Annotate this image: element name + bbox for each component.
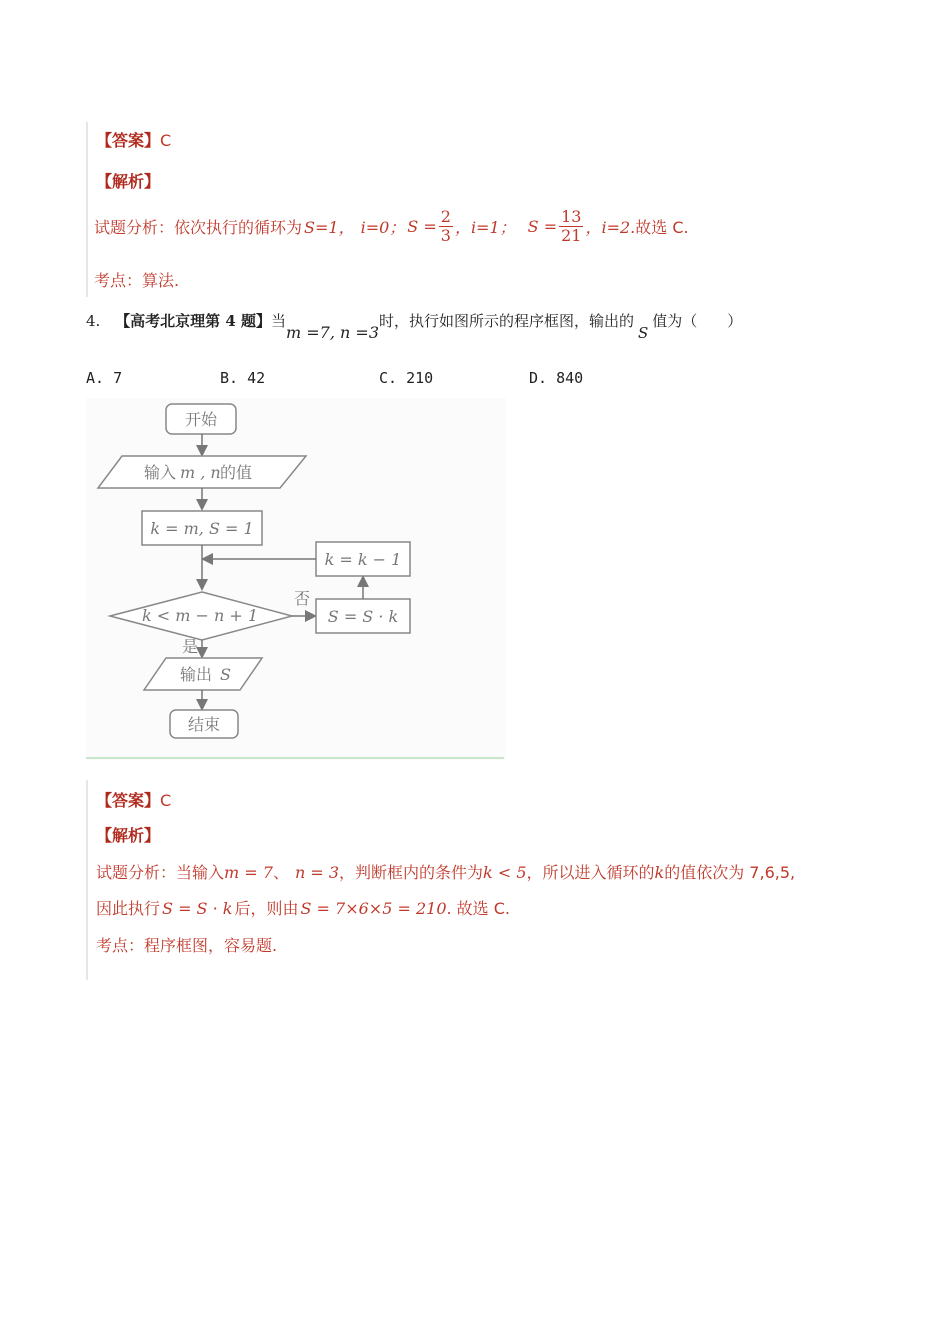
yes-label: 是	[182, 637, 199, 656]
analysis-2b-text: ，判断框内的条件为	[339, 863, 484, 882]
step-i3: ，i=2.	[585, 217, 636, 237]
output-var: S	[220, 665, 231, 684]
option-d[interactable]: D. 840	[529, 369, 584, 387]
option-a[interactable]: A. 7	[86, 369, 123, 387]
input-n: n = 3	[294, 863, 340, 882]
analysis-label-2: 【解析】	[96, 826, 161, 845]
fraction-2-3: $\frac{2}{3}$	[440, 206, 451, 245]
input-prefix: 输入	[144, 463, 177, 482]
question-text-c: 值为（ ）	[652, 312, 743, 330]
analysis-text-1	[94, 202, 689, 250]
answer-block-2	[86, 780, 818, 980]
question-4	[86, 310, 846, 344]
topic-1: 考点：算法.	[94, 271, 180, 290]
analysis-label: 【解析】	[96, 172, 161, 191]
step-s3-lhs: S =	[527, 216, 558, 236]
analysis-2f-text: 后，则由	[234, 899, 299, 918]
analysis-2d-text: 的值依次为 7,6,5,	[664, 863, 796, 882]
question-text-b: 时，执行如图所示的程序框图，输出的	[379, 312, 635, 330]
conclusion-2: . 故选 C.	[446, 899, 511, 918]
output-prefix: 输出	[180, 665, 213, 684]
answer-block-1	[86, 122, 708, 297]
step-s1: S=1，	[304, 217, 355, 237]
analysis-prefix: 试题分析：依次执行的循环为	[94, 217, 303, 237]
decrement-label: k = k − 1	[324, 550, 402, 569]
analysis-2c-text: ，所以进入循环的	[526, 863, 655, 882]
analysis-2e-text: 因此执行	[96, 899, 161, 918]
conclusion: 故选 C.	[635, 217, 689, 237]
fraction-13-21: $\frac{13}{21}$	[561, 206, 582, 245]
condition-label: k < m − n + 1	[141, 606, 259, 625]
end-label: 结束	[187, 715, 221, 734]
question-var: S	[638, 324, 649, 342]
multiply-expr: S = S · k	[162, 899, 233, 918]
question-source: 【高考北京理第 4 题】	[115, 312, 271, 330]
step-i2: ，i=1；	[454, 217, 516, 237]
answer-line-2	[96, 788, 171, 811]
start-label: 开始	[184, 410, 218, 429]
flowchart-background	[86, 398, 506, 760]
option-c[interactable]: C. 210	[379, 369, 434, 387]
analysis-line-2b	[96, 896, 510, 919]
step-s2-lhs: S =	[407, 216, 437, 236]
init-label: k = m, S = 1	[150, 519, 254, 538]
var-k: k	[654, 863, 665, 882]
input-suffix: 的值	[220, 463, 253, 482]
answer-label: 【答案】	[96, 131, 161, 150]
analysis-heading-2	[96, 823, 160, 846]
condition-expr: k < 5	[483, 863, 527, 882]
input-vars: m , n	[180, 463, 221, 482]
answer-value-2: C	[160, 791, 172, 810]
step-i1: i=0；	[360, 217, 406, 237]
option-b[interactable]: B. 42	[220, 369, 266, 387]
analysis-2a-text: 试题分析：当输入	[96, 863, 225, 882]
input-m: m = 7	[224, 863, 273, 882]
question-text-a: 当	[270, 312, 286, 330]
flowchart	[86, 398, 506, 760]
topic-2: 考点：程序框图，容易题.	[96, 936, 278, 955]
analysis-heading-1	[96, 169, 160, 192]
multiply-label: S = S · k	[327, 607, 399, 626]
question-number: 4.	[86, 312, 101, 330]
analysis-line-2a	[96, 860, 795, 883]
answer-value: C	[160, 131, 172, 150]
separator: 、	[272, 863, 289, 882]
question-condition: m =7, n =3	[286, 323, 379, 342]
no-label: 否	[294, 589, 311, 608]
answer-line-1	[96, 128, 171, 151]
calc-expr: S = 7×6×5 = 210	[300, 899, 447, 918]
answer-label-2: 【答案】	[96, 791, 161, 810]
